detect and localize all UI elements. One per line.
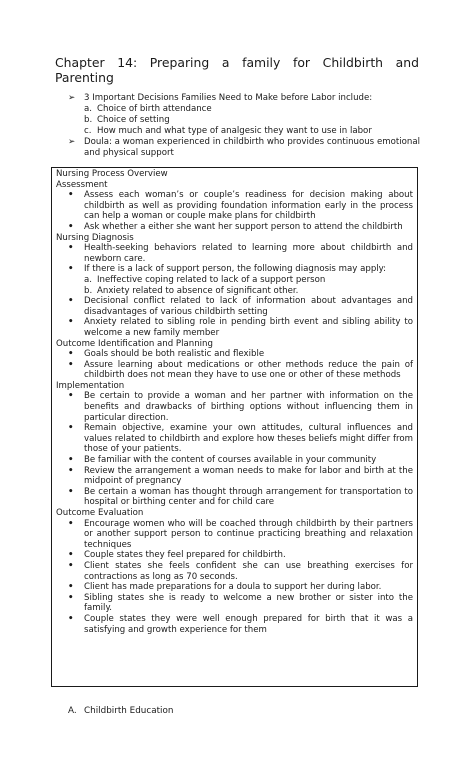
bullet-dot-icon: • — [68, 465, 74, 476]
sub-letter: b. — [84, 285, 93, 296]
bullet-dot-icon: • — [68, 455, 74, 466]
decision-text: Choice of setting — [97, 114, 170, 125]
bullet-item — [56, 455, 413, 466]
bullet-item — [56, 317, 413, 338]
bullet-text: Health-seeking behaviors related to learning more about childbirth and newborn care. — [84, 243, 413, 264]
sub-text: Ineffective coping related to lack of a support person — [97, 274, 326, 285]
decisions-heading-row — [68, 93, 420, 104]
bullet-text: Review the arrangement a woman needs to make for labor and birth at the midpoint of pregnancy — [84, 465, 413, 487]
bullet-item — [56, 550, 413, 561]
bullet-dot-icon: • — [68, 613, 74, 624]
page-title: Chapter 14: Preparing a family for Childbirth and Parenting — [55, 55, 419, 85]
nursing-process-box — [51, 167, 418, 687]
bullet-dot-icon: • — [68, 391, 74, 402]
decision-item — [68, 104, 420, 115]
bullet-dot-icon: • — [68, 349, 74, 360]
bullet-item — [56, 349, 413, 360]
sub-item — [56, 286, 413, 297]
footer-text: Childbirth Education — [84, 706, 174, 716]
bullet-item — [56, 190, 413, 222]
bullet-dot-icon: • — [68, 560, 74, 571]
bullet-item — [56, 614, 413, 635]
bullet-text: Ask whether a either she want her support person to attend the childbirth — [84, 221, 403, 232]
bullet-text: Decisional conflict related to lack of information about advantages and disadvantages of various childbirth setting — [84, 296, 413, 317]
bullet-dot-icon: • — [68, 423, 74, 434]
bullet-text: Sibling states she is ready to welcome a new brother or sister into the family. — [84, 592, 413, 614]
bullet-dot-icon: • — [68, 550, 74, 561]
section-label: Outcome Identification and Planning — [56, 338, 213, 349]
bullet-text: Couple states they feel prepared for childbirth. — [84, 550, 286, 561]
bullet-item — [56, 466, 413, 487]
decisions-heading: 3 Important Decisions Families Need to Make before Labor include: — [84, 93, 373, 103]
doula-row — [68, 137, 420, 159]
footer-heading — [68, 706, 368, 717]
bullet-dot-icon: • — [68, 317, 74, 328]
bullet-item — [56, 296, 413, 317]
bullet-text: Encourage women who will be coached through childbirth by their partners or another support person to continue practicing breathing and relaxation techniques — [84, 518, 413, 550]
bullet-item — [56, 582, 413, 593]
bullet-dot-icon: • — [68, 221, 74, 232]
bullet-item — [56, 243, 413, 264]
bullet-text: Be certain a woman has thought through arrangement for transportation to hospital or birthing center and for child care — [84, 486, 413, 508]
bullet-item — [56, 360, 413, 381]
decision-text: How much and what type of analgesic they want to use in labor — [97, 125, 372, 136]
bullet-item — [56, 423, 413, 455]
bullet-dot-icon: • — [68, 264, 74, 275]
bullet-text: Assure learning about medications or other methods reduce the pain of childbirth does not mean they have to use one or other of these methods — [84, 359, 413, 381]
bullet-dot-icon: • — [68, 190, 74, 201]
section-label: Assessment — [56, 179, 108, 190]
bullet-text: Client has made preparations for a doula to support her during labor. — [84, 582, 382, 593]
bullet-item — [56, 561, 413, 582]
bullet-text: Remain objective, examine your own attitudes, cultural influences and values related to childbirth and explore how theses beliefs might differ from those of your patients. — [84, 423, 413, 455]
section-label: Nursing Diagnosis — [56, 232, 134, 243]
bullet-text: Client states she feels confident she can use breathing exercises for contractions as long as 70 seconds. — [84, 560, 413, 582]
bullet-text: Be certain to provide a woman and her partner with information on the benefits and drawbacks of birthing options without influencing them in particular direction. — [84, 391, 413, 423]
sections-container — [56, 180, 413, 636]
bullet-text: Assess each woman’s or couple’s readiness for decision making about childbirth as well as providing foundation information early in the process can help a woman or couple make plans for childbirth — [84, 190, 413, 222]
decision-letter: c. — [84, 125, 92, 136]
bullet-dot-icon: • — [68, 582, 74, 593]
section-label: Implementation — [56, 380, 125, 391]
bullet-text: Couple states they were well enough prepared for birth that it was a satisfying and growth experience for them — [84, 613, 413, 635]
bullet-text: If there is a lack of support person, the following diagnosis may apply: — [84, 264, 387, 275]
arrow-bullet-icon: ➢ — [68, 93, 76, 103]
box-title: Nursing Process Overview — [56, 169, 168, 179]
bullet-dot-icon: • — [68, 243, 74, 254]
bullet-text: Anxiety related to sibling role in pending birth event and sibling ability to welcome a new family member — [84, 317, 413, 338]
doula-definition: Doula: a woman experienced in childbirth who provides continuous emotional and physical support — [84, 136, 420, 158]
decision-letter: a. — [84, 103, 92, 114]
bullet-item — [56, 519, 413, 551]
bullet-item — [56, 264, 413, 275]
bullet-item — [56, 487, 413, 508]
bullet-item — [56, 222, 413, 233]
bullet-dot-icon: • — [68, 296, 74, 307]
bullet-item — [56, 391, 413, 423]
footer-letter: A. — [68, 706, 77, 716]
decision-item — [68, 115, 420, 126]
bullet-text: Be familiar with the content of courses available in your community — [84, 455, 377, 466]
sub-text: Anxiety related to absence of significant other. — [97, 285, 299, 296]
bullet-dot-icon: • — [68, 518, 74, 529]
bullet-text: Goals should be both realistic and flexible — [84, 349, 265, 360]
arrow-bullet-icon: ➢ — [68, 136, 76, 147]
decisions-list — [68, 93, 420, 158]
section-label: Outcome Evaluation — [56, 508, 144, 518]
bullet-dot-icon: • — [68, 592, 74, 603]
decision-letter: b. — [84, 114, 93, 125]
bullet-dot-icon: • — [68, 486, 74, 497]
decision-item — [68, 126, 420, 137]
bullet-item — [56, 593, 413, 614]
bullet-dot-icon: • — [68, 359, 74, 370]
decision-text: Choice of birth attendance — [97, 103, 212, 114]
sub-letter: a. — [84, 274, 92, 285]
sub-item — [56, 275, 413, 286]
